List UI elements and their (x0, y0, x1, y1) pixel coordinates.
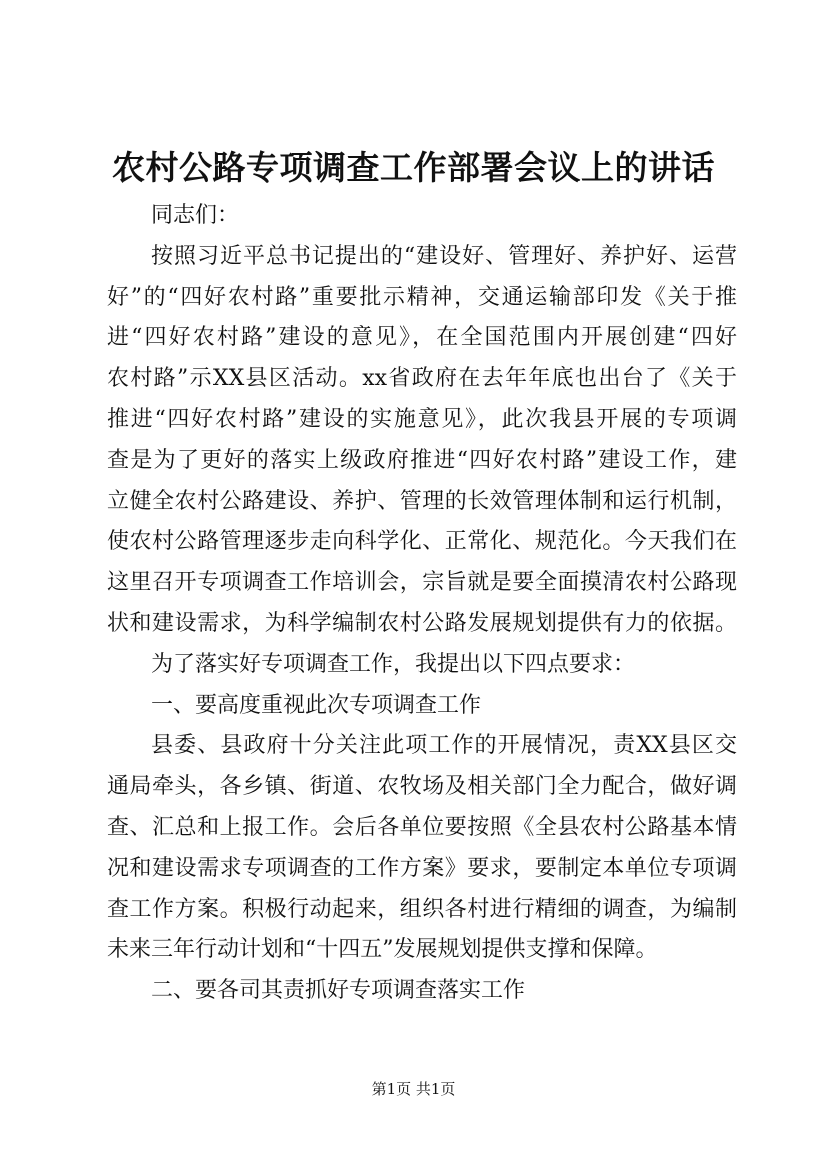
text-line: 同志们： (151, 203, 240, 228)
text-line: 进“四好农村路”建设的意见》，在全国范围内开展创建“四好 (107, 325, 737, 351)
text-line: 查工作方案。积极行动起来，组织各村进行精细的调查，为编制 (107, 896, 737, 922)
text-line: 查是为了更好的落实上级政府推进“四好农村路”建设工作，建 (107, 447, 737, 473)
document-body (107, 196, 737, 1012)
text-line: 立健全农村公路建设、养护、管理的长效管理体制和运行机制， (107, 488, 737, 514)
text-line: 通局牵头，各乡镇、街道、农牧场及相关部门全力配合，做好调 (107, 774, 737, 800)
text-line: 农村路”示XX县区活动。xx省政府在去年年底也出台了《关于 (107, 366, 737, 392)
text-line: 推进“四好农村路”建设的实施意见》，此次我县开展的专项调 (107, 406, 737, 432)
text-line: 按照习近平总书记提出的“建设好、管理好、养护好、运营 (151, 243, 737, 269)
text-line: 况和建设需求专项调查的工作方案》要求，要制定本单位专项调 (107, 855, 737, 881)
text-line: 这里召开专项调查工作培训会，宗旨就是要全面摸清农村公路现 (107, 570, 737, 596)
text-line: 使农村公路管理逐步走向科学化、正常化、规范化。今天我们在 (107, 529, 737, 555)
text-line: 为了落实好专项调查工作，我提出以下四点要求： (151, 651, 636, 677)
page-footer: 第1页 共1页 (371, 1080, 456, 1098)
text-line: 状和建设需求，为科学编制农村公路发展规划提供有力的依据。 (107, 610, 737, 636)
document-title: 农村公路专项调查工作部署会议上的讲话 (112, 148, 715, 187)
text-line: 未来三年行动计划和“十四五”发展规划提供支撑和保障。 (107, 937, 658, 963)
text-line: 好”的“四好农村路”重要批示精神，交通运输部印发《关于推 (107, 284, 737, 310)
text-line: 二、要各司其责抓好专项调查落实工作 (151, 978, 526, 1004)
text-line: 一、要高度重视此次专项调查工作 (151, 692, 482, 718)
text-line: 县委、县政府十分关注此项工作的开展情况，责XX县区交 (151, 733, 737, 759)
text-line: 查、汇总和上报工作。会后各单位要按照《全县农村公路基本情 (107, 814, 737, 840)
